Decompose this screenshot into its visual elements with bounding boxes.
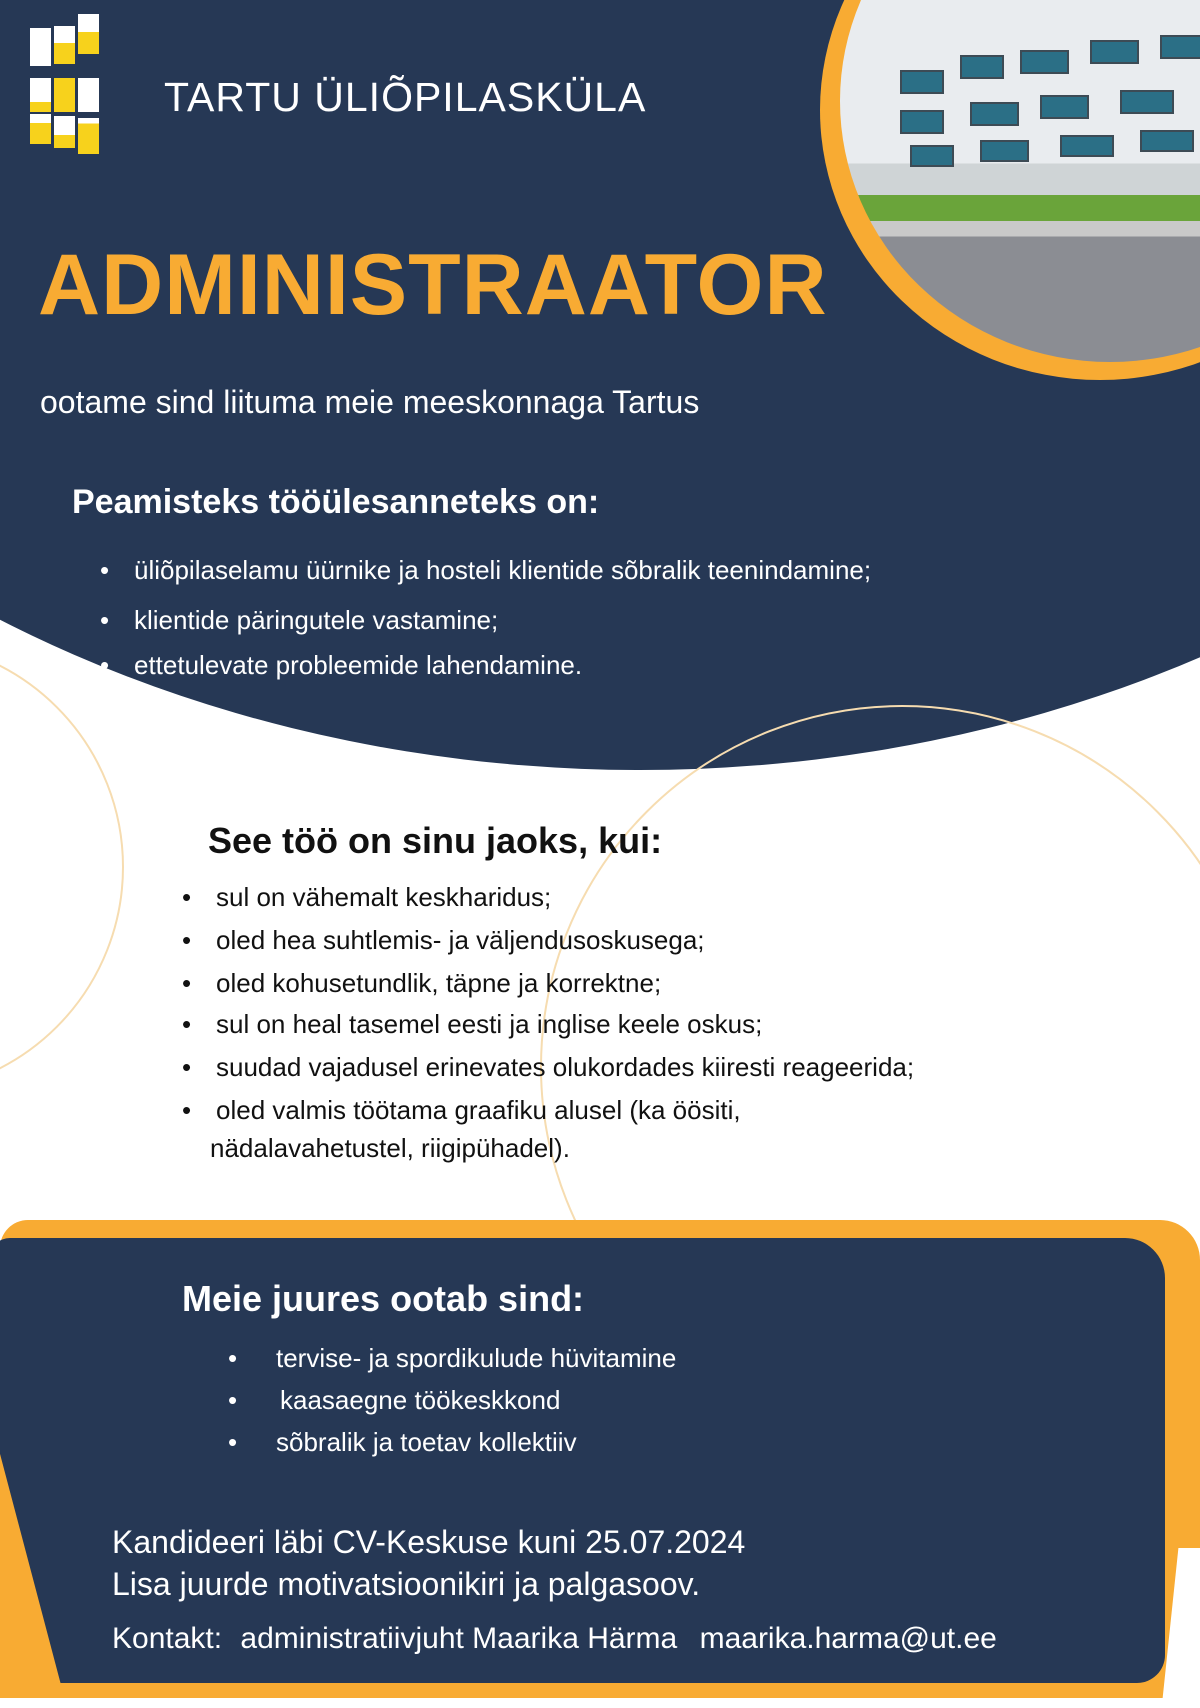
list-item: • suudad vajadusel erinevates olukordades kiiresti reageerida; xyxy=(182,1052,915,1082)
apply-deadline: Kandideeri läbi CV-Keskuse kuni 25.07.2024 xyxy=(112,1524,746,1560)
benefits-list xyxy=(228,1343,676,1458)
job-subtitle: ootame sind liituma meie meeskonnaga Tartus xyxy=(40,384,700,420)
list-item: • oled hea suhtlemis- ja väljendusoskusega; xyxy=(182,925,705,955)
logo-text: TARTU ÜLIÕPILASKÜLA xyxy=(164,74,647,120)
contact-email-link[interactable]: maarika.harma@ut.ee xyxy=(699,1622,997,1655)
list-item: • sul on vähemalt keskharidus; xyxy=(182,882,552,912)
list-item: • sõbralik ja toetav kollektiiv xyxy=(228,1427,577,1457)
list-item-continuation: nädalavahetustel, riigipühadel). xyxy=(210,1133,570,1163)
requirements-list xyxy=(182,882,914,1164)
benefits-heading: Meie juures ootab sind: xyxy=(182,1278,585,1319)
contact-line xyxy=(112,1622,997,1656)
list-item: • klientide päringutele vastamine; xyxy=(100,605,499,635)
duties-list xyxy=(100,555,871,681)
duties-heading: Peamisteks tööülesanneteks on: xyxy=(72,483,600,521)
list-item: • oled valmis töötama graafiku alusel (ka öösiti, xyxy=(182,1095,741,1125)
apply-attachments: Lisa juurde motivatsioonikiri ja palgasoov. xyxy=(112,1566,701,1602)
list-item: • üliõpilaselamu üürnike ja hosteli klientide sõbralik teenindamine; xyxy=(100,555,872,585)
contact-label: Kontakt: xyxy=(112,1622,223,1655)
list-item: • oled kohusetundlik, täpne ja korrektne; xyxy=(182,968,662,998)
list-item: • ettetulevate probleemide lahendamine. xyxy=(100,650,583,680)
job-title: ADMINISTRAATOR xyxy=(38,237,828,333)
contact-person: administratiivjuht Maarika Härma xyxy=(240,1622,678,1655)
list-item: • tervise- ja spordikulude hüvitamine xyxy=(228,1343,677,1373)
list-item: • sul on heal tasemel eesti ja inglise keele oskus; xyxy=(182,1009,763,1039)
requirements-heading: See töö on sinu jaoks, kui: xyxy=(208,820,663,861)
list-item: • kaasaegne töökeskkond xyxy=(228,1385,561,1415)
logo-windows-icon xyxy=(30,14,110,154)
decorative-circle-left xyxy=(0,640,124,1094)
tartu-uliopilaskula-logo xyxy=(30,14,647,154)
